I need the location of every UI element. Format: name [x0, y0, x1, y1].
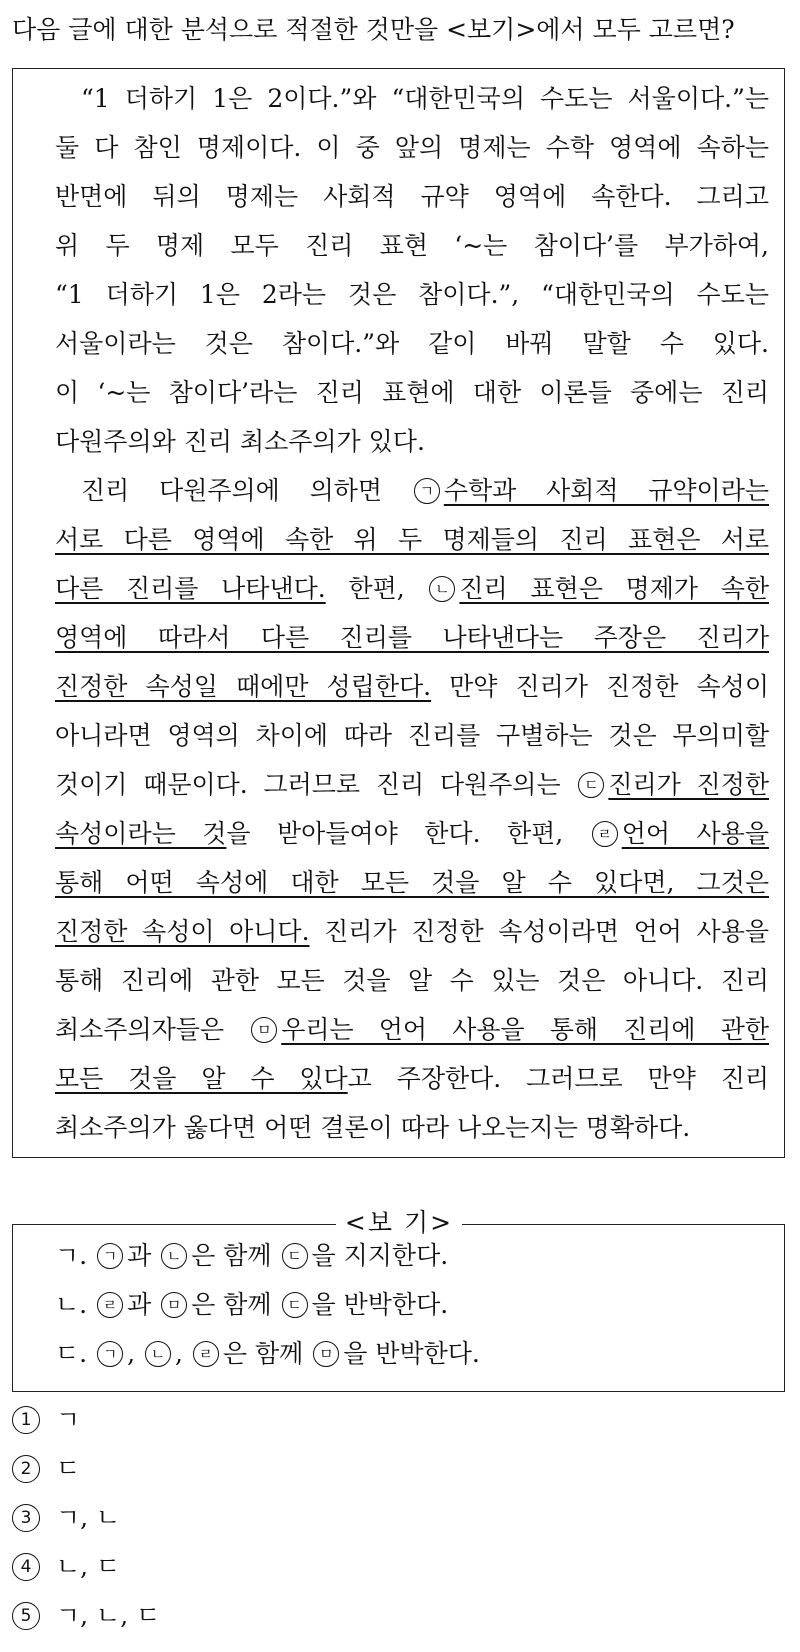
marker-e: ㅁ [313, 1341, 339, 1367]
answer-choice-4[interactable] [12, 1549, 120, 1585]
bogi-item [55, 1336, 480, 1372]
answer-choice-1[interactable] [12, 1402, 80, 1438]
passage-text: 만약 진리가 진정한 속성이 [431, 672, 769, 701]
underlined-claim-d: 언어 사용을 [621, 819, 769, 848]
choice-text: ㄷ [56, 1454, 81, 1483]
answer-choice-2[interactable] [12, 1451, 80, 1487]
passage-line: 아니라면 영역의 차이에 따라 진리를 구별하는 것은 무의미할 [55, 721, 769, 750]
bogi-item [55, 1238, 448, 1274]
bogi-text: 은 함께 [191, 1241, 272, 1270]
passage-line: 다원주의와 진리 최소주의가 있다. [55, 427, 425, 456]
bogi-title: <보 기> [344, 1208, 454, 1237]
marker-e: ㅁ [161, 1292, 187, 1318]
passage-text: 을 받아들여야 한다. 한편, [226, 819, 564, 848]
passage-text: 진리가 진정한 속성이라면 언어 사용을 [309, 917, 769, 946]
marker-a: ㄱ [414, 478, 440, 504]
bogi-text: 과 [127, 1241, 152, 1270]
bogi-item [55, 1287, 448, 1323]
bogi-text: 은 함께 [222, 1339, 304, 1368]
underlined-claim-a: 수학과 사회적 규약이라는 [443, 476, 769, 505]
marker-c: ㄷ [282, 1243, 308, 1269]
underlined-claim-b: 영역에 따라서 다른 진리를 나타낸다는 주장은 진리가 [55, 623, 769, 652]
passage-line [55, 816, 769, 852]
marker-c: ㄷ [282, 1292, 308, 1318]
underlined-claim-c: 진리가 진정한 [608, 770, 769, 799]
passage-line [55, 914, 769, 950]
choice-text: ㄴ, ㄷ [56, 1552, 121, 1581]
underlined-claim-d: 진정한 속성이 아니다. [55, 917, 310, 946]
marker-b: ㄴ [145, 1341, 171, 1367]
marker-a: ㄱ [97, 1243, 123, 1269]
bogi-text: 을 지지한다. [311, 1241, 449, 1270]
bogi-box [12, 1224, 785, 1392]
choice-text: ㄱ [56, 1405, 81, 1434]
bogi-text: 과 [127, 1290, 152, 1319]
underlined-claim-e: 모든 것을 알 수 있다 [55, 1064, 348, 1093]
passage-line: 최소주의가 옳다면 어떤 결론이 따라 나오는지는 명확하다. [55, 1113, 691, 1142]
bogi-text: 을 반박한다. [311, 1290, 449, 1319]
underlined-claim-b: 진정한 속성일 때에만 성립한다. [55, 672, 432, 701]
passage-line: 서울이라는 것은 참이다.”와 같이 바꿔 말할 수 있다. [55, 329, 769, 358]
bogi-text: 을 반박한다. [343, 1339, 480, 1368]
passage-line: 이 ‘~는 참이다’라는 진리 표현에 대한 이론들 중에는 진리 [55, 378, 769, 407]
passage-line: 통해 진리에 관한 모든 것을 알 수 있는 것은 아니다. 진리 [55, 966, 769, 995]
passage-line: “1 더하기 1은 2이다.”와 “대한민국의 수도는 서울이다.”는 [81, 84, 769, 113]
passage-line [81, 473, 769, 509]
underlined-claim-a: 서로 다른 영역에 속한 위 두 명제들의 진리 표현은 서로 [55, 525, 769, 554]
choice-text: ㄱ, ㄴ [56, 1503, 121, 1532]
passage-line [55, 1012, 769, 1048]
passage-text: 것이기 때문이다. 그러므로 진리 다원주의는 [55, 770, 561, 799]
passage-text: 한편, [325, 574, 405, 603]
underlined-claim-c: 속성이라는 것 [55, 819, 227, 848]
choice-number: 4 [12, 1553, 40, 1581]
choice-number: 2 [12, 1455, 40, 1483]
bogi-text: 은 함께 [191, 1290, 272, 1319]
marker-d: ㄹ [97, 1292, 123, 1318]
marker-b: ㄴ [161, 1243, 187, 1269]
choice-text: ㄱ, ㄴ, ㄷ [56, 1601, 161, 1630]
passage-line [55, 669, 769, 705]
underlined-claim-d: 통해 어떤 속성에 대한 모든 것을 알 수 있다면, 그것은 [55, 868, 769, 897]
underlined-claim-a: 다른 진리를 나타낸다. [55, 574, 326, 603]
bogi-text: , [127, 1339, 136, 1368]
passage-line [55, 767, 769, 803]
passage-line: “1 더하기 1은 2라는 것은 참이다.”, “대한민국의 수도는 [55, 280, 769, 309]
passage-box [12, 68, 785, 1158]
answer-choice-5[interactable] [12, 1598, 160, 1634]
bogi-item-label: ㄴ. [55, 1290, 88, 1319]
passage-line [55, 571, 769, 607]
bogi-text: , [174, 1339, 183, 1368]
passage-text: 진리 다원주의에 의하면 [81, 476, 383, 505]
underlined-claim-b: 진리 표현은 명제가 속한 [459, 574, 770, 603]
passage-line: 위 두 명제 모두 진리 표현 ‘~는 참이다’를 부가하여, [55, 231, 769, 260]
choice-number: 1 [12, 1406, 40, 1434]
choice-number: 5 [12, 1602, 40, 1630]
marker-d: ㄹ [592, 821, 618, 847]
answer-choice-3[interactable] [12, 1500, 120, 1536]
passage-line: 둘 다 참인 명제이다. 이 중 앞의 명제는 수학 영역에 속하는 [55, 133, 769, 162]
bogi-item-label: ㄱ. [55, 1241, 88, 1270]
marker-c: ㄷ [578, 772, 604, 798]
passage-text: 최소주의자들은 [55, 1015, 225, 1044]
passage-text: 고 주장한다. 그러므로 만약 진리 [347, 1064, 769, 1093]
marker-e: ㅁ [251, 1017, 277, 1043]
question-text: 다음 글에 대한 분석으로 적절한 것만을 <보기>에서 모두 고르면? [12, 15, 735, 44]
marker-d: ㄹ [193, 1341, 219, 1367]
marker-a: ㄱ [97, 1341, 123, 1367]
marker-b: ㄴ [429, 576, 455, 602]
passage-line [55, 1061, 769, 1097]
bogi-item-label: ㄷ. [55, 1339, 88, 1368]
choice-number: 3 [12, 1504, 40, 1532]
passage-line: 반면에 뒤의 명제는 사회적 규약 영역에 속한다. 그리고 [55, 182, 769, 211]
underlined-claim-e: 우리는 언어 사용을 통해 진리에 관한 [281, 1015, 769, 1044]
